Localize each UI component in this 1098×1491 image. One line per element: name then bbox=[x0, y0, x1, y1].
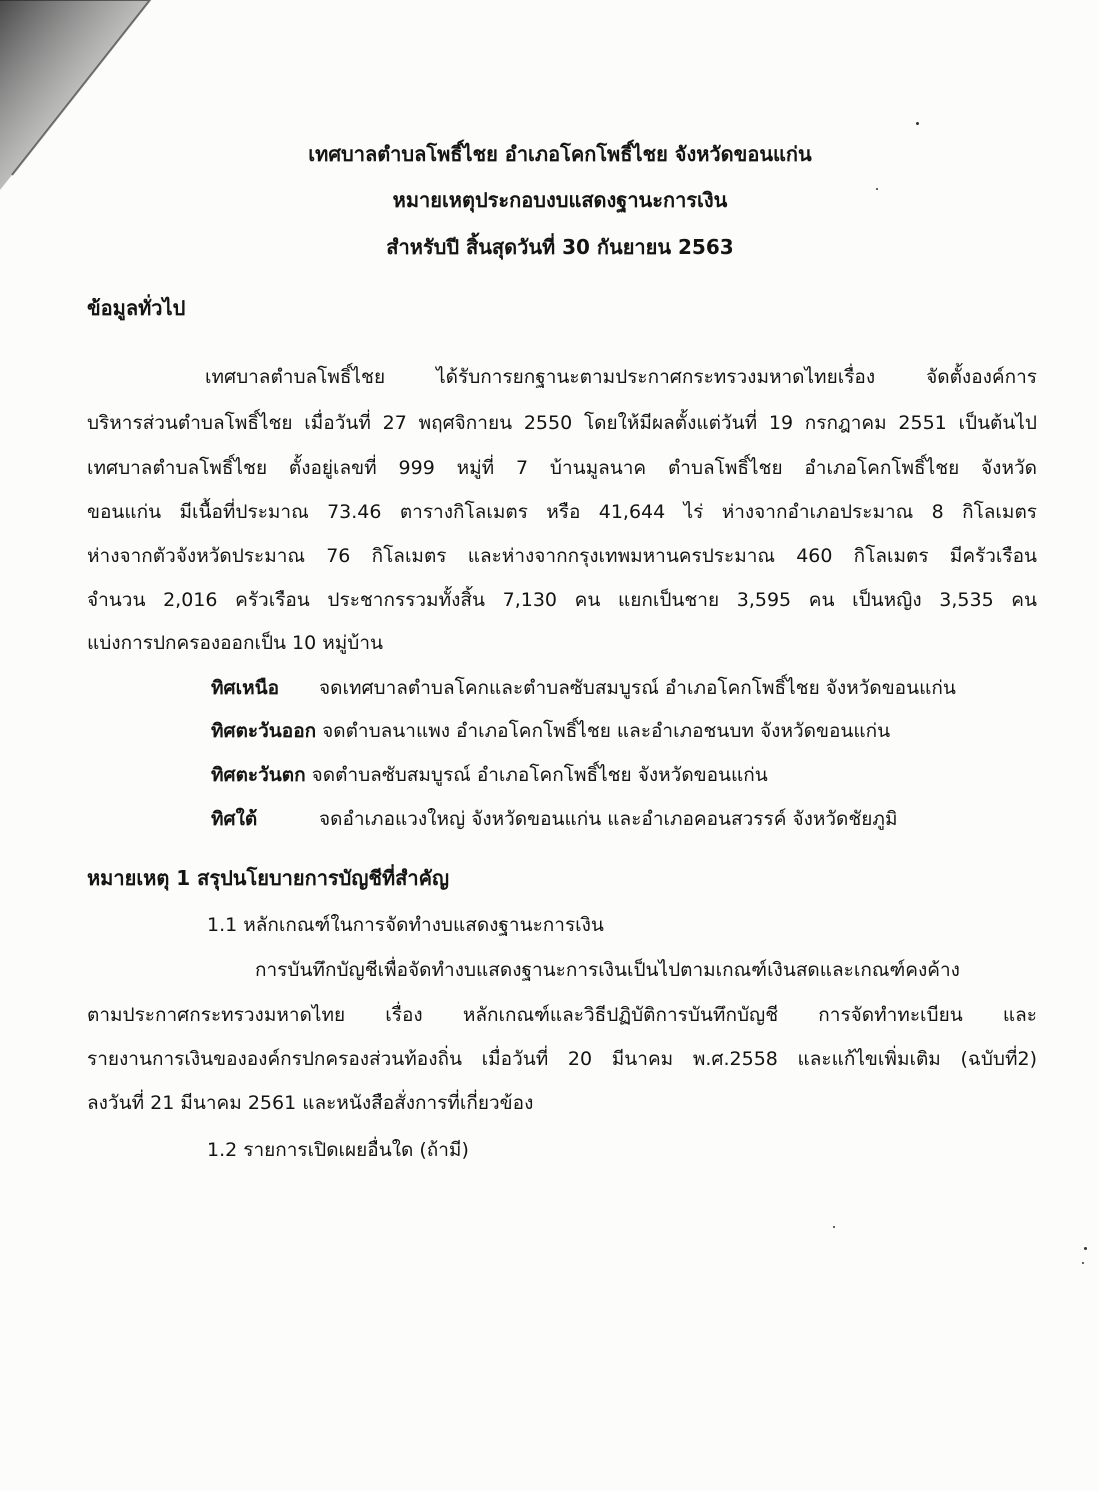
direction-label: ทิศใต้ bbox=[211, 808, 258, 830]
general-paragraph-line: จำนวน 2,016 ครัวเรือน ประชากรรวมทั้งสิ้น 7,130 คน แยกเป็นชาย 3,595 คน เป็นหญิง 3,535 คน bbox=[87, 589, 1037, 611]
general-paragraph-line: ขอนแก่น มีเนื้อที่ประมาณ 73.46 ตารางกิโลเมตร หรือ 41,644 ไร่ ห่างจากอำเภอประมาณ 8 กิโลเมตร bbox=[87, 501, 1037, 523]
direction-text: จดอำเภอแวงใหญ่ จังหวัดขอนแก่น และอำเภอคอนสวรรค์ จังหวัดชัยภูมิ bbox=[319, 808, 898, 830]
direction-label: ทิศตะวันออก bbox=[211, 720, 317, 742]
note-1-2-title: 1.2 รายการเปิดเผยอื่นใด (ถ้ามี) bbox=[207, 1139, 469, 1161]
general-paragraph-line: เทศบาลตำบลโพธิ์ไชย ตั้งอยู่เลขที่ 999 หมู่ที่ 7 บ้านมูลนาค ตำบลโพธิ์ไชย อำเภอโคกโพธิ์ไชย จังหวัด bbox=[87, 457, 1037, 479]
direction-label: ทิศตะวันตก bbox=[211, 764, 306, 786]
note-1-heading: หมายเหตุ 1 สรุปนโยบายการบัญชีที่สำคัญ bbox=[87, 866, 450, 890]
note-1-1-paragraph-line: การบันทึกบัญชีเพื่อจัดทำงบแสดงฐานะการเงินเป็นไปตามเกณฑ์เงินสดและเกณฑ์คงค้าง bbox=[255, 959, 960, 981]
direction-label: ทิศเหนือ bbox=[211, 677, 280, 699]
direction-north-row bbox=[211, 673, 956, 703]
general-paragraph-line: เทศบาลตำบลโพธิ์ไชย ได้รับการยกฐานะตามประกาศกระทรวงมหาดไทยเรื่อง จัดตั้งองค์การ bbox=[205, 366, 1037, 388]
direction-text: จดตำบลนาแพง อำเภอโคกโพธิ์ไชย และอำเภอชนบท จังหวัดขอนแก่น bbox=[322, 720, 891, 742]
general-paragraph-line: ห่างจากตัวจังหวัดประมาณ 76 กิโลเมตร และห่างจากกรุงเทพมหานครประมาณ 460 กิโลเมตร มีครัวเรือน bbox=[87, 545, 1037, 567]
document-title-line-3: สำหรับปี สิ้นสุดวันที่ 30 กันยายน 2563 bbox=[386, 235, 734, 259]
note-1-1-paragraph-line: ตามประกาศกระทรวงมหาดไทย เรื่อง หลักเกณฑ์และวิธีปฏิบัติการบันทึกบัญชี การจัดทำทะเบียน และ bbox=[87, 1004, 1037, 1026]
note-1-1-paragraph-line: ลงวันที่ 21 มีนาคม 2561 และหนังสือสั่งการที่เกี่ยวข้อง bbox=[87, 1092, 534, 1114]
scan-speck bbox=[916, 122, 919, 125]
note-1-1-paragraph-line: รายงานการเงินขององค์กรปกครองส่วนท้องถิ่น เมื่อวันที่ 20 มีนาคม พ.ศ.2558 และแก้ไขเพิ่มเติม (ฉบับที่2) bbox=[87, 1048, 1037, 1070]
scan-speck bbox=[876, 188, 878, 190]
direction-south-row bbox=[211, 804, 897, 834]
direction-east-row bbox=[211, 716, 890, 746]
scan-speck bbox=[833, 1226, 835, 1228]
page-fold-shadow bbox=[0, 0, 160, 230]
direction-text: จดเทศบาลตำบลโคกและตำบลซับสมบูรณ์ อำเภอโคกโพธิ์ไชย จังหวัดขอนแก่น bbox=[319, 677, 956, 699]
document-title-line-2: หมายเหตุประกอบงบแสดงฐานะการเงิน bbox=[392, 188, 728, 212]
direction-west-row bbox=[211, 760, 768, 790]
scan-speck bbox=[1082, 1262, 1084, 1264]
general-paragraph-line: บริหารส่วนตำบลโพธิ์ไชย เมื่อวันที่ 27 พฤศจิกายน 2550 โดยให้มีผลตั้งแต่วันที่ 19 กรกฎาคม 2551 เป็นต้นไป bbox=[87, 412, 1037, 434]
direction-text: จดตำบลซับสมบูรณ์ อำเภอโคกโพธิ์ไชย จังหวัดขอนแก่น bbox=[311, 764, 768, 786]
general-paragraph-line: แบ่งการปกครองออกเป็น 10 หมู่บ้าน bbox=[87, 632, 384, 654]
scan-speck bbox=[1084, 1247, 1087, 1250]
general-info-heading: ข้อมูลทั่วไป bbox=[87, 296, 186, 320]
document-title-line-1: เทศบาลตำบลโพธิ์ไชย อำเภอโคกโพธิ์ไชย จังหวัดขอนแก่น bbox=[308, 142, 812, 166]
note-1-1-title: 1.1 หลักเกณฑ์ในการจัดทำงบแสดงฐานะการเงิน bbox=[207, 914, 604, 936]
